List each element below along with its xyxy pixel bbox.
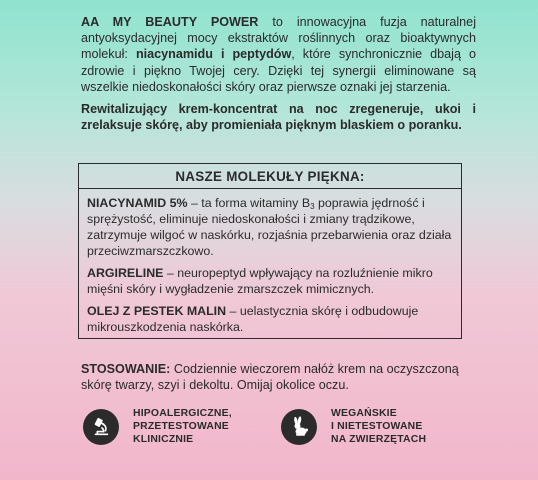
intro-highlight: niacynamidu i peptydów bbox=[135, 47, 292, 62]
badge-line: KLINICZNIE bbox=[133, 434, 194, 445]
usage-label: STOSOWANIE: bbox=[81, 362, 171, 376]
molecule-olej bbox=[87, 303, 453, 335]
intro-bold-paragraph: Rewitalizujący krem-koncentrat na noc zregeneruje, ukoi i zrelaksuje skórę, aby promieniała pięknym blaskiem o poranku. bbox=[81, 102, 476, 133]
badge-line: HIPOALERGICZNE, bbox=[133, 408, 232, 419]
badge-line: I NIETESTOWANE bbox=[331, 421, 423, 432]
vegan-text bbox=[331, 407, 426, 446]
molecules-list bbox=[79, 189, 461, 335]
intro-paragraph bbox=[81, 14, 476, 95]
molecule-niacynamid bbox=[87, 195, 453, 259]
molecule-text: – ta forma witaminy B bbox=[187, 196, 311, 210]
intro-text-2: , które synchronicznie dbają o zdrowie i piękno Twojej cery. Dzięki tej synergii eliminowane są wszelkie niedoskonałości skóry oraz pierwsze oznaki jej starzenia. bbox=[81, 47, 477, 94]
molecule-name: ARGIRELINE bbox=[87, 266, 164, 280]
molecules-box bbox=[78, 163, 462, 339]
molecule-name: NIACYNAMID 5% bbox=[87, 196, 188, 210]
molecule-subscript: 3 bbox=[310, 202, 315, 211]
usage-paragraph bbox=[81, 361, 471, 393]
hypoallergenic-text bbox=[133, 407, 232, 446]
badge-line: NA ZWIERZĘTACH bbox=[331, 434, 427, 445]
rabbit-icon bbox=[281, 409, 317, 445]
molecule-argireline bbox=[87, 265, 453, 297]
badge-line: WEGAŃSKIE bbox=[331, 408, 397, 419]
molecule-text: – neuropeptyd wpływający na rozluźnienie mikro mięśni skóry i wygładzenie zmarszczek mimicznych. bbox=[87, 266, 433, 296]
brand-name: AA MY BEAUTY POWER bbox=[81, 15, 259, 29]
microscope-icon bbox=[83, 409, 119, 445]
usage-text: Codziennie wieczorem nałóż krem na oczyszczoną skórę twarzy, szyi i dekoltu. Omijaj okolice oczu. bbox=[81, 362, 459, 393]
molecules-title: NASZE MOLEKUŁY PIĘKNA: bbox=[79, 164, 461, 189]
molecule-text: – uelastycznia skórę i odbudowuje mikrouszkodzenia naskórka. bbox=[87, 304, 419, 334]
vegan-badge bbox=[281, 407, 426, 446]
intro-text-1: to innowacyjna fuzja naturalnej antyoksydacyjnej mocy ekstraktów roślinnych oraz bioaktywnych molekuł: bbox=[81, 15, 476, 62]
molecule-name: OLEJ Z PESTEK MALIN bbox=[87, 304, 227, 318]
hypoallergenic-badge bbox=[83, 407, 232, 446]
molecule-text: poprawia jędrność i sprężystość, eliminuje niedoskonałości i zmiany trądzikowe, zatrzymuje wilgoć w naskórku, rozjaśnia przebarwienia oraz działa przeciwzmarszczkowo. bbox=[87, 196, 452, 258]
badge-line: PRZETESTOWANE bbox=[133, 421, 229, 432]
